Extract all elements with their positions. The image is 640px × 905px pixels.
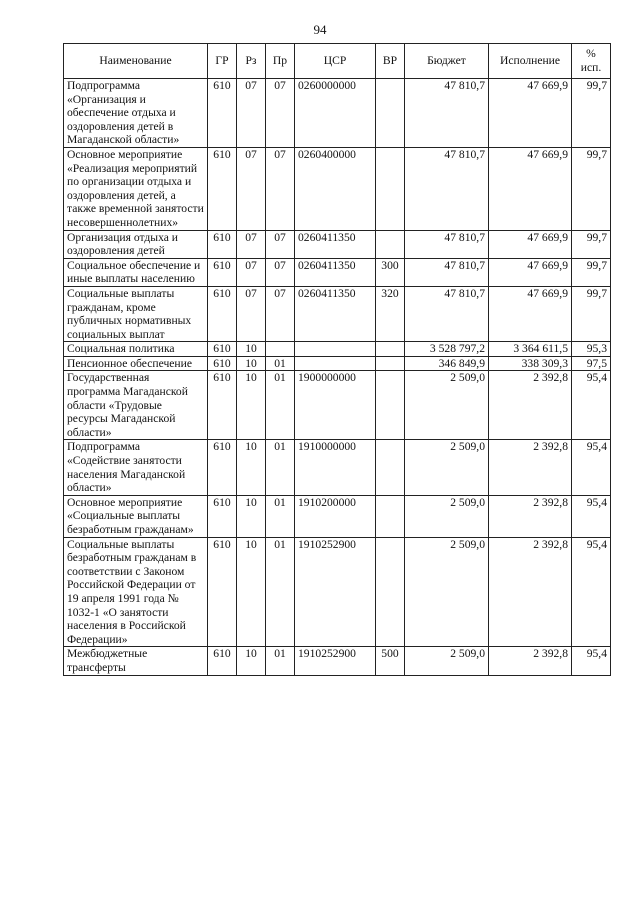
budget-table <box>63 43 611 676</box>
row-execution: 47 669,9 <box>489 286 572 341</box>
row-pr: 01 <box>266 440 295 495</box>
row-execution: 47 669,9 <box>489 258 572 286</box>
row-percent: 97,5 <box>572 356 611 371</box>
row-budget: 2 509,0 <box>405 495 489 537</box>
row-percent: 99,7 <box>572 258 611 286</box>
row-gr: 610 <box>208 537 237 647</box>
header-vr: ВР <box>376 44 405 79</box>
row-gr: 610 <box>208 147 237 230</box>
row-percent: 99,7 <box>572 79 611 148</box>
row-rz: 07 <box>237 147 266 230</box>
row-gr: 610 <box>208 647 237 675</box>
table-row <box>64 356 611 371</box>
row-vr: 300 <box>376 258 405 286</box>
row-csr: 1900000000 <box>295 371 376 440</box>
row-vr <box>376 371 405 440</box>
row-budget: 47 810,7 <box>405 258 489 286</box>
row-budget: 47 810,7 <box>405 79 489 148</box>
row-percent: 95,4 <box>572 371 611 440</box>
header-percent: % исп. <box>572 44 611 79</box>
row-name: Социальное обеспечение и иные выплаты населению <box>64 258 208 286</box>
row-pr: 07 <box>266 230 295 258</box>
row-csr <box>295 356 376 371</box>
row-rz: 07 <box>237 230 266 258</box>
table-row <box>64 440 611 495</box>
row-pr: 07 <box>266 286 295 341</box>
row-rz: 07 <box>237 286 266 341</box>
row-budget: 3 528 797,2 <box>405 342 489 357</box>
row-percent: 95,3 <box>572 342 611 357</box>
header-name: Наименование <box>64 44 208 79</box>
row-rz: 10 <box>237 371 266 440</box>
table-row <box>64 495 611 537</box>
row-vr <box>376 440 405 495</box>
row-pr: 01 <box>266 371 295 440</box>
row-name: Межбюджетные трансферты <box>64 647 208 675</box>
row-csr <box>295 342 376 357</box>
header-budget: Бюджет <box>405 44 489 79</box>
table-row <box>64 230 611 258</box>
row-budget: 346 849,9 <box>405 356 489 371</box>
row-execution: 3 364 611,5 <box>489 342 572 357</box>
row-pr: 01 <box>266 356 295 371</box>
row-csr: 1910200000 <box>295 495 376 537</box>
row-vr <box>376 230 405 258</box>
header-csr: ЦСР <box>295 44 376 79</box>
row-gr: 610 <box>208 258 237 286</box>
row-name: Подпрограмма «Организация и обеспечение отдыха и оздоровления детей в Магаданской области» <box>64 79 208 148</box>
row-name: Государственная программа Магаданской области «Трудовые ресурсы Магаданской области» <box>64 371 208 440</box>
page-number: 94 <box>313 22 327 37</box>
row-execution: 2 392,8 <box>489 537 572 647</box>
row-rz: 10 <box>237 342 266 357</box>
row-vr: 500 <box>376 647 405 675</box>
row-name: Социальные выплаты гражданам, кроме публичных нормативных социальных выплат <box>64 286 208 341</box>
row-csr: 1910000000 <box>295 440 376 495</box>
row-csr: 0260411350 <box>295 286 376 341</box>
row-budget: 47 810,7 <box>405 230 489 258</box>
row-gr: 610 <box>208 286 237 341</box>
table-row <box>64 79 611 148</box>
row-csr: 0260411350 <box>295 258 376 286</box>
row-budget: 47 810,7 <box>405 286 489 341</box>
row-name: Организация отдыха и оздоровления детей <box>64 230 208 258</box>
row-pr: 01 <box>266 647 295 675</box>
row-rz: 07 <box>237 79 266 148</box>
row-percent: 95,4 <box>572 495 611 537</box>
row-gr: 610 <box>208 79 237 148</box>
row-vr <box>376 79 405 148</box>
row-gr: 610 <box>208 342 237 357</box>
row-pr: 07 <box>266 147 295 230</box>
row-vr: 320 <box>376 286 405 341</box>
table-row <box>64 147 611 230</box>
row-rz: 10 <box>237 440 266 495</box>
row-gr: 610 <box>208 440 237 495</box>
row-rz: 10 <box>237 356 266 371</box>
row-percent: 99,7 <box>572 286 611 341</box>
table-row <box>64 537 611 647</box>
row-vr <box>376 356 405 371</box>
row-execution: 47 669,9 <box>489 147 572 230</box>
row-vr <box>376 342 405 357</box>
row-execution: 47 669,9 <box>489 79 572 148</box>
row-pr: 07 <box>266 79 295 148</box>
row-percent: 95,4 <box>572 537 611 647</box>
row-vr <box>376 537 405 647</box>
header-gr: ГР <box>208 44 237 79</box>
row-pr: 07 <box>266 258 295 286</box>
row-execution: 2 392,8 <box>489 440 572 495</box>
table-row <box>64 647 611 675</box>
table-row <box>64 258 611 286</box>
row-execution: 338 309,3 <box>489 356 572 371</box>
row-name: Социальная политика <box>64 342 208 357</box>
row-pr <box>266 342 295 357</box>
header-rz: Рз <box>237 44 266 79</box>
row-gr: 610 <box>208 371 237 440</box>
row-rz: 07 <box>237 258 266 286</box>
row-execution: 2 392,8 <box>489 647 572 675</box>
header-execution: Исполнение <box>489 44 572 79</box>
row-rz: 10 <box>237 495 266 537</box>
row-rz: 10 <box>237 647 266 675</box>
row-gr: 610 <box>208 356 237 371</box>
row-percent: 99,7 <box>572 147 611 230</box>
row-execution: 47 669,9 <box>489 230 572 258</box>
row-name: Основное мероприятие «Реализация мероприятий по организации отдыха и оздоровления детей, а также временной занятости несовершеннолетних» <box>64 147 208 230</box>
row-percent: 95,4 <box>572 647 611 675</box>
row-percent: 95,4 <box>572 440 611 495</box>
row-csr: 0260000000 <box>295 79 376 148</box>
row-rz: 10 <box>237 537 266 647</box>
table-row <box>64 371 611 440</box>
row-csr: 0260411350 <box>295 230 376 258</box>
row-gr: 610 <box>208 230 237 258</box>
row-budget: 2 509,0 <box>405 440 489 495</box>
row-budget: 2 509,0 <box>405 537 489 647</box>
row-gr: 610 <box>208 495 237 537</box>
row-csr: 1910252900 <box>295 537 376 647</box>
row-pr: 01 <box>266 537 295 647</box>
row-name: Пенсионное обеспечение <box>64 356 208 371</box>
row-vr <box>376 495 405 537</box>
row-name: Социальные выплаты безработным гражданам в соответствии с Законом Российской Федерации от 19 апреля 1991 года № 1032-1 «О занятости населения в Российской Федерации» <box>64 537 208 647</box>
row-execution: 2 392,8 <box>489 495 572 537</box>
row-percent: 99,7 <box>572 230 611 258</box>
row-budget: 47 810,7 <box>405 147 489 230</box>
row-name: Основное мероприятие «Социальные выплаты безработным гражданам» <box>64 495 208 537</box>
row-csr: 0260400000 <box>295 147 376 230</box>
row-budget: 2 509,0 <box>405 371 489 440</box>
table-header-row <box>64 44 611 79</box>
row-csr: 1910252900 <box>295 647 376 675</box>
table-row <box>64 286 611 341</box>
row-name: Подпрограмма «Содействие занятости населения Магаданской области» <box>64 440 208 495</box>
row-execution: 2 392,8 <box>489 371 572 440</box>
header-pr: Пр <box>266 44 295 79</box>
row-budget: 2 509,0 <box>405 647 489 675</box>
row-vr <box>376 147 405 230</box>
row-pr: 01 <box>266 495 295 537</box>
table-row <box>64 342 611 357</box>
